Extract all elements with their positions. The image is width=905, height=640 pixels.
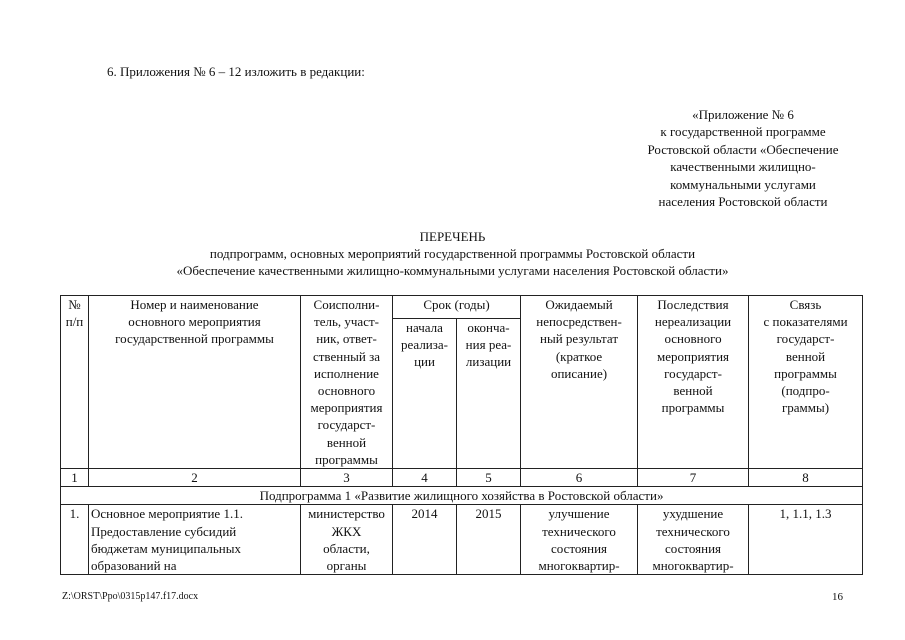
subprogram-title: Подпрограмма 1 «Развитие жилищного хозяйства в Ростовской области» [61, 487, 863, 505]
document-heading [0, 228, 905, 279]
col-number: 1 [61, 469, 89, 487]
heading-line: «Обеспечение качественными жилищно-коммунальными услугами населения Ростовской области» [176, 263, 729, 278]
header-executor: Соисполни- тель, участ- ник, ответ- ственный за исполнение основного мероприятия государст- венной программы [301, 296, 393, 469]
header-num: № п/п [61, 296, 89, 469]
row-name: Основное мероприятие 1.1. Предоставление субсидий бюджетам муниципальных образований на [89, 505, 301, 575]
header-end: оконча- ния реа- лизации [457, 319, 521, 469]
row-num: 1. [61, 505, 89, 575]
table-row [61, 505, 863, 575]
appendix-line: населения Ростовской области [658, 194, 828, 210]
appendix-line: коммунальными услугами [670, 176, 816, 192]
col-number: 7 [638, 469, 749, 487]
col-number: 5 [457, 469, 521, 487]
header-start: начала реализа- ции [393, 319, 457, 469]
column-number-row [61, 469, 863, 487]
heading-title: ПЕРЕЧЕНЬ [419, 229, 486, 244]
appendix-line: к государственной программе [660, 124, 826, 140]
heading-line: подпрограмм, основных мероприятий государственной программы Ростовской области [209, 246, 696, 261]
row-end: 2015 [457, 505, 521, 575]
header-result: Ожидаемый непосредствен- ный результат (краткое описание) [521, 296, 638, 469]
intro-text: 6. Приложения № 6 – 12 изложить в редакции: [107, 64, 365, 79]
col-number: 6 [521, 469, 638, 487]
subprogram-row [61, 487, 863, 505]
header-name: Номер и наименование основного мероприятия государственной программы [89, 296, 301, 469]
row-consequences: ухудшение технического состояния многоквартир- [638, 505, 749, 575]
footer-file-path: Z:\ORST\Ppo\0315p147.f17.docx [62, 591, 199, 602]
col-number: 8 [749, 469, 863, 487]
row-link: 1, 1.1, 1.3 [749, 505, 863, 575]
appendix-line: «Приложение № 6 [692, 107, 794, 122]
row-start: 2014 [393, 505, 457, 575]
appendix-line: Ростовской области «Обеспечение [647, 141, 839, 157]
col-number: 4 [393, 469, 457, 487]
appendix-caption [620, 106, 866, 210]
footer-page-number: 16 [832, 591, 843, 603]
header-term: Срок (годы) [393, 296, 521, 319]
row-executor: министерство ЖКХ области, органы [301, 505, 393, 575]
header-consequences: Последствия нереализации основного мероприятия государст- венной программы [638, 296, 749, 469]
header-link: Связь с показателями государст- венной программы (подпро- граммы) [749, 296, 863, 469]
row-result: улучшение технического состояния многоквартир- [521, 505, 638, 575]
table-header-row [61, 296, 863, 319]
measures-table [60, 295, 863, 575]
col-number: 2 [89, 469, 301, 487]
col-number: 3 [301, 469, 393, 487]
appendix-line: качественными жилищно- [670, 159, 816, 175]
